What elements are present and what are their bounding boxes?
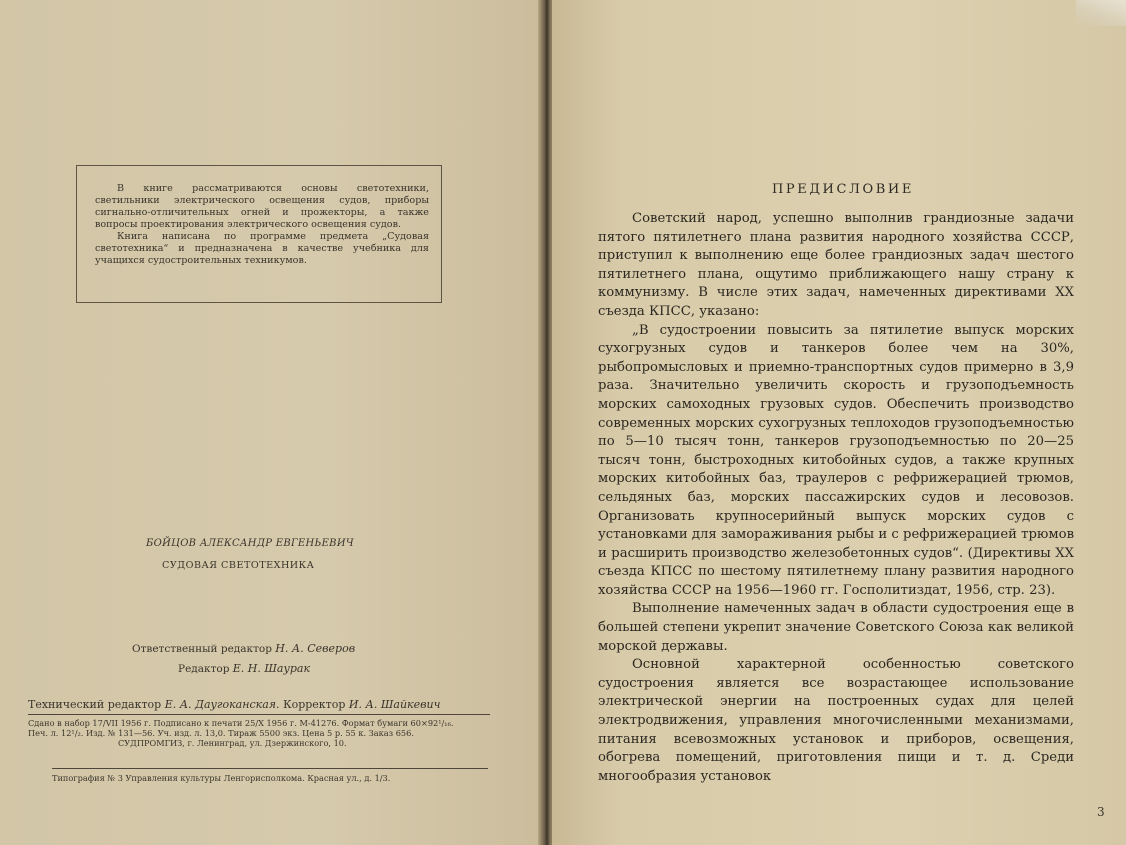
responsible-editor-label: Ответственный редактор (132, 643, 272, 655)
abstract-box (76, 165, 442, 303)
page-heading: ПРЕДИСЛОВИЕ (772, 182, 914, 197)
tech-editor-name: Е. А. Даугоканская. (164, 698, 280, 711)
imprint-block (28, 718, 488, 748)
corrector-label: Корректор (283, 698, 346, 711)
editor-name: Е. Н. Шаурак (232, 662, 311, 675)
preface-paragraph: Основной характерной особенностью советского судостроения является все возрастающее использование электрической энергии на построенных судах для целей электродвижения, управления многочисленными механизмами, питания всевозможных установок и приборов, освещения, обогрева помещений, приготовления пищи и т. д. Среди многообразия установок (598, 657, 1074, 784)
divider-rule (28, 714, 490, 715)
responsible-editor-name: Н. А. Северов (275, 642, 356, 655)
abstract-paragraph: Книга написана по программе предмета „Судовая светотехника“ и предназначена в качестве учебника для учащихся судостроительных техникумов. (95, 231, 429, 266)
book-title: СУДОВАЯ СВЕТОТЕХНИКА (162, 560, 315, 571)
tech-editor-label: Технический редактор (28, 698, 162, 711)
printer-line: Типография № 3 Управления культуры Ленгорисполкома. Красная ул., д. 1/3. (52, 773, 391, 783)
imprint-line: Печ. л. 12¹/₂. Изд. № 131—56. Уч. изд. л. 13,0. Тираж 5500 экз. Цена 5 р. 55 к. Заказ 656. (28, 728, 414, 738)
preface-text (598, 210, 1074, 786)
author-name: БОЙЦОВ АЛЕКСАНДР ЕВГЕНЬЕВИЧ (146, 538, 354, 549)
responsible-editor-credit (132, 642, 355, 655)
tech-editor-credit (28, 698, 440, 711)
page-number: 3 (1097, 805, 1105, 819)
divider-rule (52, 768, 488, 769)
preface-paragraph: „В судостроении повысить за пятилетие выпуск морских сухогрузных судов и танкеров более чем на 30%, рыбопромысловых и приемно-транспортных судов примерно в 3,9 раза. Значительно увеличить скорость и грузоподъемность морских самоходных грузовых судов. Обеспечить производство современных морских сухогрузных теплоходов грузоподъемностью по 5—10 тысяч тонн, танкеров грузоподъемностью по 20—25 тысяч тонн, быстроходных китобойных судов, а также крупных морских китобойных баз, траулеров с рефрижерацией трюмов, сельдяных баз, морских пассажирских судов и лесовозов. Организовать крупносерийный выпуск морских судов с установками для замораживания рыбы и с рефрижерацией трюмов и расширить производство железобетонных судов“. (Директивы XX съезда КПСС по шестому пятилетнему плану развития народного хозяйства СССР на 1956—1960 гг. Госполитиздат, 1956, стр. 23). (598, 322, 1074, 598)
corrector-name: И. А. Шайкевич (348, 698, 441, 711)
editor-credit (178, 662, 310, 675)
preface-paragraph: Выполнение намеченных задач в области судостроения еще в большей степени укрепит значение Советского Союза как великой морской державы. (598, 601, 1074, 654)
imprint-line: Сдано в набор 17/VII 1956 г. Подписано к печати 25/X 1956 г. М-41276. Формат бумаги 60×92¹/₁₆. (28, 718, 454, 728)
page-corner (1076, 0, 1126, 26)
editor-label: Редактор (178, 663, 230, 675)
preface-paragraph: Советский народ, успешно выполнив грандиозные задачи пятого пятилетнего плана развития народного хозяйства СССР, приступил к выполнению еще более грандиозных задач шестого пятилетнего плана, ощутимо приближающего нашу страну к коммунизму. В числе этих задач, намеченных директивами XX съезда КПСС, указано: (598, 211, 1074, 319)
imprint-line: СУДПРОМГИЗ, г. Ленинград, ул. Дзержинского, 10. (118, 738, 347, 748)
abstract-paragraph: В книге рассматриваются основы светотехники, светильники электрического освещения судов, приборы сигнально-отличительных огней и прожекторы, а также вопросы проектирования электрического освещения судов. (95, 183, 429, 230)
